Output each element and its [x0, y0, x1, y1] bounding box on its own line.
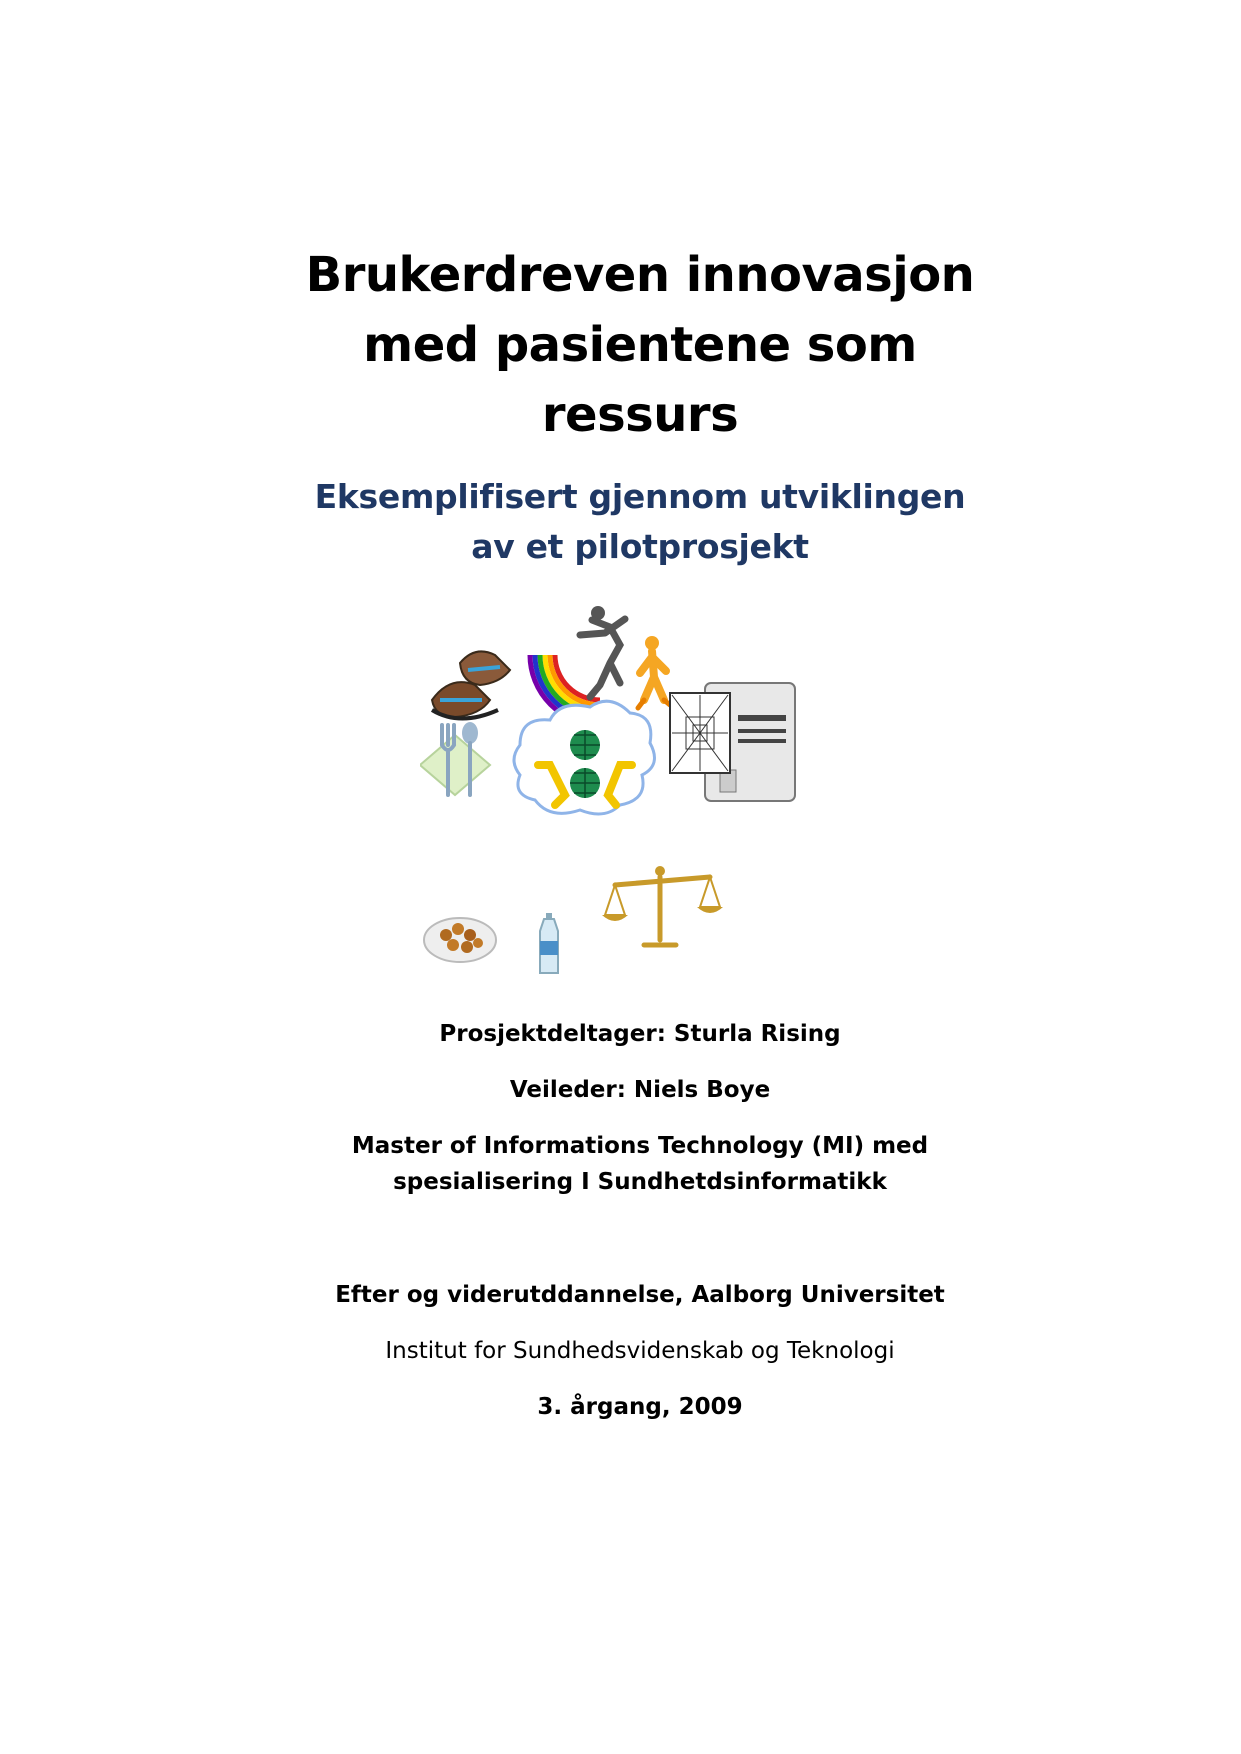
scales-icon — [602, 866, 723, 945]
food-plate-icon — [424, 918, 496, 962]
title-line-1: Brukerdreven innovasjon — [305, 247, 975, 303]
cover-illustration — [420, 605, 860, 985]
subtitle-line-1: Eksemplifisert gjennom utviklingen — [314, 477, 966, 516]
network-cloud-icon — [514, 701, 655, 814]
project-participant: Prosjektdeltager: Sturla Rising — [439, 1021, 841, 1047]
faculty: Efter og viderutddannelse, Aalborg Universitet — [335, 1282, 945, 1308]
title-line-2: med pasientene som — [363, 317, 917, 373]
study-program — [240, 1128, 1040, 1200]
subtitle-line-2: av et pilotprosjekt — [471, 527, 809, 566]
supervisor: Veileder: Niels Boye — [509, 1077, 771, 1103]
title-line-3: ressurs — [541, 387, 739, 443]
spider-web-document-icon — [670, 693, 730, 773]
document-subtitle — [240, 472, 1040, 572]
program-line-2: spesialisering I Sundhetdsinformatikk — [393, 1169, 887, 1195]
year: 3. årgang, 2009 — [537, 1394, 743, 1420]
program-line-1: Master of Informations Technology (MI) med — [351, 1133, 929, 1159]
cutlery-icon — [420, 722, 490, 795]
running-shoes-icon — [432, 651, 510, 718]
water-bottle-icon — [540, 913, 558, 973]
document-title — [240, 240, 1040, 450]
walking-person-icon — [638, 636, 670, 708]
institute: Institut for Sundhedsvidenskab og Teknologi — [385, 1338, 895, 1364]
